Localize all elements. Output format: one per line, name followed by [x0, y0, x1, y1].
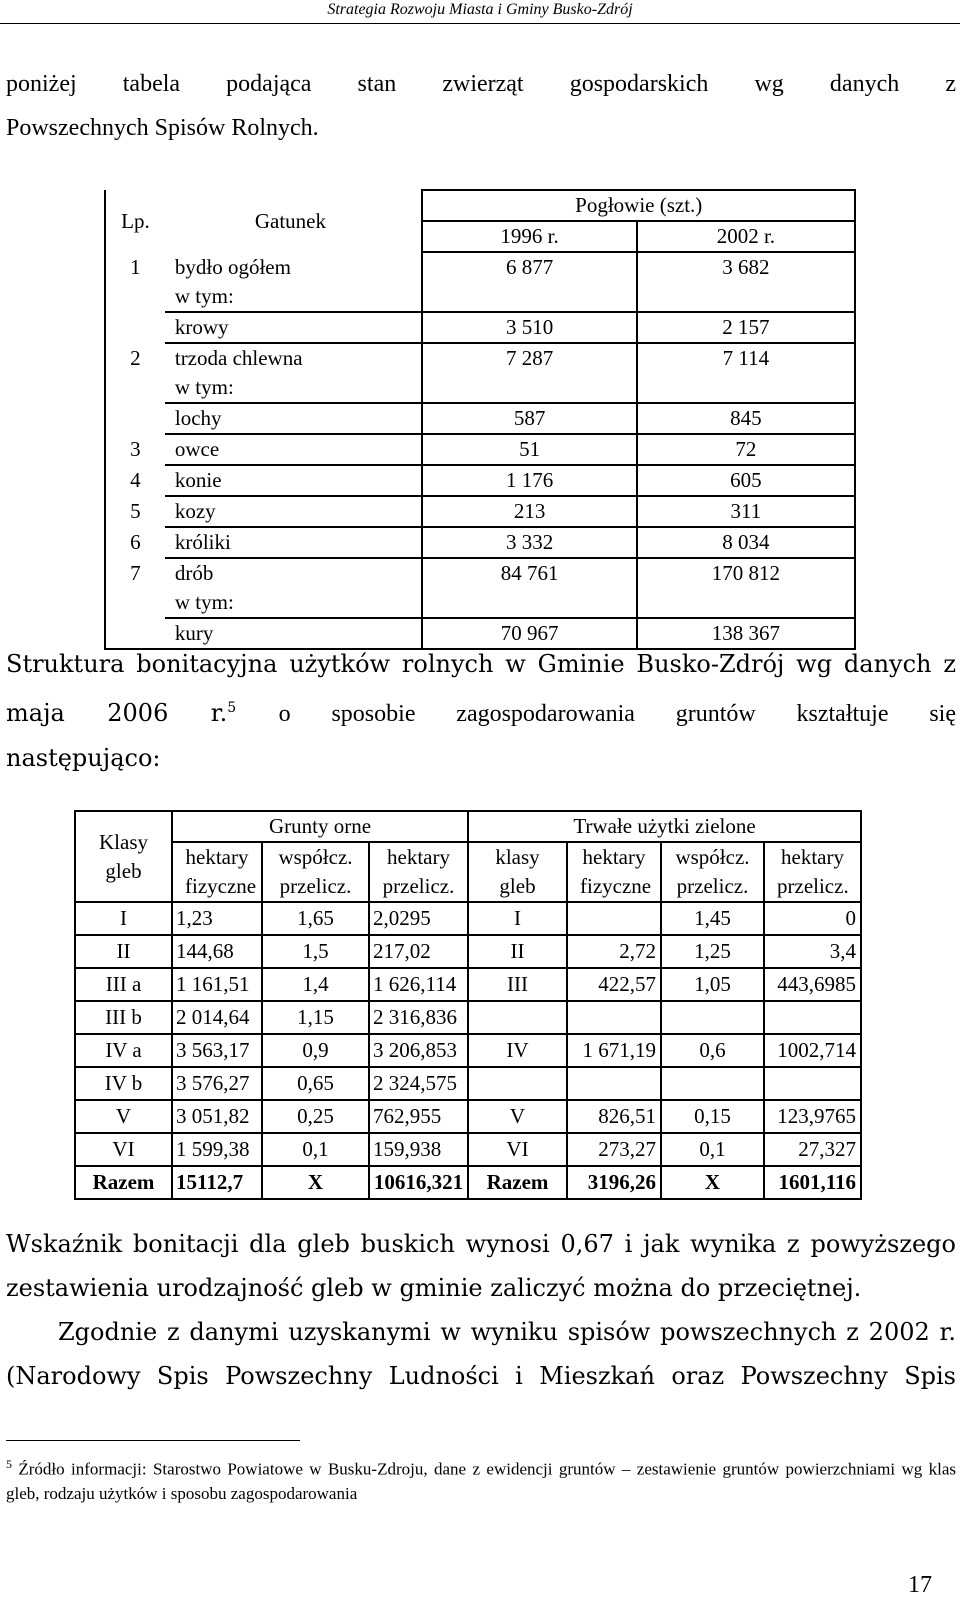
grass-ha-cell: 422,57 [567, 968, 661, 1001]
arable-coef-cell: 1,65 [262, 902, 369, 935]
value-1996-cell: 3 332 [422, 527, 636, 558]
species-cell: konie [165, 465, 423, 496]
arable-ha-cell: 1,23 [172, 902, 262, 935]
value-1996-cell: 70 967 [422, 618, 636, 649]
arable-coef-cell: X [262, 1166, 369, 1199]
soil-class-cell: I [75, 902, 172, 935]
wspolcz-przelicz-header: współcz. przelicz. [262, 842, 369, 902]
footnote-text: Źródło informacji: Starostwo Powiatowe w Busku-Zdroju, dane z ewidencji gruntów – zestawienie gruntów powierzchniami wg klas gleb, rodzaju użytków i sposobu zagospodarowania [6, 1459, 956, 1503]
soil-class-cell: IV b [75, 1067, 172, 1100]
wspolcz-przelicz-header-2: współcz. przelicz. [661, 842, 764, 902]
arable-converted-cell: 217,02 [369, 935, 468, 968]
value-1996-cell [422, 282, 636, 312]
col-gatunek: Gatunek [165, 190, 423, 252]
soil-row [75, 902, 861, 935]
grass-coef-cell: 1,25 [661, 935, 764, 968]
col-lp: Lp. [105, 190, 165, 252]
wskaznik-line-2: zestawienia urodzajność gleb w gminie zaliczyć można do przeciętnej. [6, 1274, 862, 1302]
grass-ha-cell: 826,51 [567, 1100, 661, 1133]
grass-coef-cell: 1,45 [661, 902, 764, 935]
grass-coef-cell: 0,1 [661, 1133, 764, 1166]
value-1996-cell: 213 [422, 496, 636, 527]
arable-ha-cell: 1 599,38 [172, 1133, 262, 1166]
arable-ha-cell: 1 161,51 [172, 968, 262, 1001]
arable-converted-cell: 1 626,114 [369, 968, 468, 1001]
species-cell: w tym: [165, 588, 423, 618]
value-2002-cell: 170 812 [637, 558, 855, 588]
value-1996-cell: 6 877 [422, 252, 636, 282]
intro-line-1: poniżej tabela podająca stan zwierząt gospodarskich wg danych z [6, 71, 956, 97]
soil-row [75, 1133, 861, 1166]
zgodnie-line-2: (Narodowy Spis Powszechny Ludności i Mieszkań oraz Powszechny Spis [6, 1362, 956, 1390]
species-cell: lochy [165, 403, 423, 434]
value-2002-cell [637, 373, 855, 403]
livestock-row [105, 403, 855, 434]
lp-cell [105, 373, 165, 403]
soil-row [75, 935, 861, 968]
soil-row [75, 1100, 861, 1133]
arable-coef-cell: 0,9 [262, 1034, 369, 1067]
running-header: Strategia Rozwoju Miasta i Gminy Busko-Zdrój [327, 1, 633, 18]
soil-row [75, 968, 861, 1001]
species-cell: w tym: [165, 373, 423, 403]
species-cell: owce [165, 434, 423, 465]
arable-coef-cell: 0,1 [262, 1133, 369, 1166]
value-1996-cell: 51 [422, 434, 636, 465]
grass-coef-cell: 0,15 [661, 1100, 764, 1133]
species-cell: kozy [165, 496, 423, 527]
footnote-mark: 5 [6, 1457, 12, 1471]
grass-ha-cell: 2,72 [567, 935, 661, 968]
lp-cell [105, 588, 165, 618]
grass-converted-cell: 1002,714 [764, 1034, 861, 1067]
hektary-przelicz-header: hektary przelicz. [369, 842, 468, 902]
value-2002-cell: 845 [637, 403, 855, 434]
grass-coef-cell [661, 1001, 764, 1034]
value-2002-cell [637, 282, 855, 312]
grass-converted-cell [764, 1001, 861, 1034]
grass-converted-cell: 443,6985 [764, 968, 861, 1001]
species-cell: bydło ogółem [165, 252, 423, 282]
footnote-ref: 5 [227, 700, 237, 716]
grunty-orne-header: Grunty orne [172, 811, 468, 842]
grass-class-cell: VI [468, 1133, 567, 1166]
grass-ha-cell: 273,27 [567, 1133, 661, 1166]
grass-coef-cell: X [661, 1166, 764, 1199]
grass-ha-cell [567, 1067, 661, 1100]
species-cell: w tym: [165, 282, 423, 312]
species-cell: króliki [165, 527, 423, 558]
soil-class-cell: IV a [75, 1034, 172, 1067]
struktura-date: maja 2006 r. [6, 699, 228, 727]
grass-ha-cell: 1 671,19 [567, 1034, 661, 1067]
lp-cell [105, 282, 165, 312]
grass-coef-cell: 1,05 [661, 968, 764, 1001]
footnote-rule [6, 1440, 300, 1441]
livestock-row [105, 343, 855, 373]
soil-row [75, 1001, 861, 1034]
arable-ha-cell: 144,68 [172, 935, 262, 968]
value-1996-cell [422, 373, 636, 403]
grass-ha-cell [567, 902, 661, 935]
hektary-przelicz-header-2: hektary przelicz. [764, 842, 861, 902]
livestock-row [105, 496, 855, 527]
value-2002-cell: 72 [637, 434, 855, 465]
grass-class-cell [468, 1001, 567, 1034]
soil-class-cell: V [75, 1100, 172, 1133]
grass-class-cell: III [468, 968, 567, 1001]
arable-coef-cell: 0,25 [262, 1100, 369, 1133]
soil-row [75, 1067, 861, 1100]
livestock-row [105, 373, 855, 403]
species-cell: trzoda chlewna [165, 343, 423, 373]
grass-class-cell: II [468, 935, 567, 968]
value-2002-cell: 2 157 [637, 312, 855, 343]
klasy-gleb-header-2: klasy gleb [468, 842, 567, 902]
grass-class-cell: V [468, 1100, 567, 1133]
lp-cell: 4 [105, 465, 165, 496]
livestock-table [104, 189, 856, 650]
value-2002-cell: 3 682 [637, 252, 855, 282]
col-1996: 1996 r. [422, 221, 636, 252]
intro-line-2: Powszechnych Spisów Rolnych. [6, 115, 319, 141]
lp-cell: 2 [105, 343, 165, 373]
zgodnie-paragraph [6, 1310, 956, 1398]
arable-converted-cell: 10616,321 [369, 1166, 468, 1199]
soil-class-cell: III b [75, 1001, 172, 1034]
arable-converted-cell: 159,938 [369, 1133, 468, 1166]
soil-group-header-row [75, 811, 861, 842]
col-2002: 2002 r. [637, 221, 855, 252]
livestock-row [105, 282, 855, 312]
struktura-line-2 [6, 686, 956, 736]
arable-coef-cell: 1,4 [262, 968, 369, 1001]
value-1996-cell: 7 287 [422, 343, 636, 373]
soil-total-row [75, 1166, 861, 1199]
livestock-row [105, 588, 855, 618]
value-1996-cell: 84 761 [422, 558, 636, 588]
soil-class-cell: VI [75, 1133, 172, 1166]
grass-converted-cell: 123,9765 [764, 1100, 861, 1133]
arable-ha-cell: 15112,7 [172, 1166, 262, 1199]
grass-class-cell: I [468, 902, 567, 935]
soil-class-table [74, 810, 862, 1200]
livestock-row [105, 465, 855, 496]
value-1996-cell [422, 588, 636, 618]
grass-coef-cell [661, 1067, 764, 1100]
zgodnie-line-1: Zgodnie z danymi uzyskanymi w wyniku spisów powszechnych z 2002 r. [58, 1318, 956, 1346]
col-poglowie: Pogłowie (szt.) [422, 190, 855, 221]
soil-class-cell: III a [75, 968, 172, 1001]
page-number: 17 [908, 1572, 932, 1598]
value-2002-cell: 8 034 [637, 527, 855, 558]
arable-ha-cell: 2 014,64 [172, 1001, 262, 1034]
trwale-uzytki-header: Trwałe użytki zielone [468, 811, 861, 842]
value-1996-cell: 587 [422, 403, 636, 434]
grass-coef-cell: 0,6 [661, 1034, 764, 1067]
grass-converted-cell: 27,327 [764, 1133, 861, 1166]
soil-class-cell: II [75, 935, 172, 968]
livestock-row [105, 252, 855, 282]
arable-converted-cell: 762,955 [369, 1100, 468, 1133]
arable-coef-cell: 1,15 [262, 1001, 369, 1034]
value-1996-cell: 3 510 [422, 312, 636, 343]
header-rule [0, 23, 960, 24]
grass-class-cell: Razem [468, 1166, 567, 1199]
arable-coef-cell: 0,65 [262, 1067, 369, 1100]
struktura-line-1: Struktura bonitacyjna użytków rolnych w Gminie Busko-Zdrój wg danych z [6, 650, 956, 678]
species-cell: krowy [165, 312, 423, 343]
lp-cell: 5 [105, 496, 165, 527]
lp-cell: 6 [105, 527, 165, 558]
wskaznik-paragraph [6, 1222, 956, 1310]
value-2002-cell: 311 [637, 496, 855, 527]
lp-cell: 7 [105, 558, 165, 588]
grass-converted-cell [764, 1067, 861, 1100]
arable-converted-cell: 3 206,853 [369, 1034, 468, 1067]
livestock-row [105, 312, 855, 343]
grass-ha-cell [567, 1001, 661, 1034]
lp-cell: 3 [105, 434, 165, 465]
soil-column-header-row [75, 842, 861, 902]
hektary-fizyczne-header: hektary fizyczne [172, 842, 262, 902]
arable-converted-cell: 2,0295 [369, 902, 468, 935]
arable-ha-cell: 3 576,27 [172, 1067, 262, 1100]
value-2002-cell: 7 114 [637, 343, 855, 373]
grass-converted-cell: 0 [764, 902, 861, 935]
grass-class-cell: IV [468, 1034, 567, 1067]
struktura-paragraph [6, 642, 956, 780]
footnote [6, 1452, 956, 1506]
livestock-header-row [105, 190, 855, 221]
grass-converted-cell: 3,4 [764, 935, 861, 968]
grass-converted-cell: 1601,116 [764, 1166, 861, 1199]
struktura-rest: o sposobie zagospodarowania gruntów kształtuje się [278, 701, 956, 727]
livestock-row [105, 434, 855, 465]
arable-ha-cell: 3 563,17 [172, 1034, 262, 1067]
struktura-line-3: następująco: [6, 744, 161, 772]
species-cell: drób [165, 558, 423, 588]
arable-converted-cell: 2 324,575 [369, 1067, 468, 1100]
arable-coef-cell: 1,5 [262, 935, 369, 968]
arable-ha-cell: 3 051,82 [172, 1100, 262, 1133]
soil-row [75, 1034, 861, 1067]
value-2002-cell [637, 588, 855, 618]
value-2002-cell: 138 367 [637, 618, 855, 649]
grass-ha-cell: 3196,26 [567, 1166, 661, 1199]
value-1996-cell: 1 176 [422, 465, 636, 496]
intro-paragraph [6, 62, 956, 150]
value-2002-cell: 605 [637, 465, 855, 496]
grass-class-cell [468, 1067, 567, 1100]
lp-cell [105, 312, 165, 343]
species-cell: kury [165, 618, 423, 649]
livestock-row [105, 527, 855, 558]
livestock-row [105, 558, 855, 588]
arable-converted-cell: 2 316,836 [369, 1001, 468, 1034]
lp-cell: 1 [105, 252, 165, 282]
soil-class-cell: Razem [75, 1166, 172, 1199]
wskaznik-line-1: Wskaźnik bonitacji dla gleb buskich wynosi 0,67 i jak wynika z powyższego [6, 1230, 956, 1258]
lp-cell [105, 403, 165, 434]
klasy-gleb-header: Klasy gleb [75, 811, 172, 902]
hektary-fizyczne-header-2: hektary fizyczne [567, 842, 661, 902]
